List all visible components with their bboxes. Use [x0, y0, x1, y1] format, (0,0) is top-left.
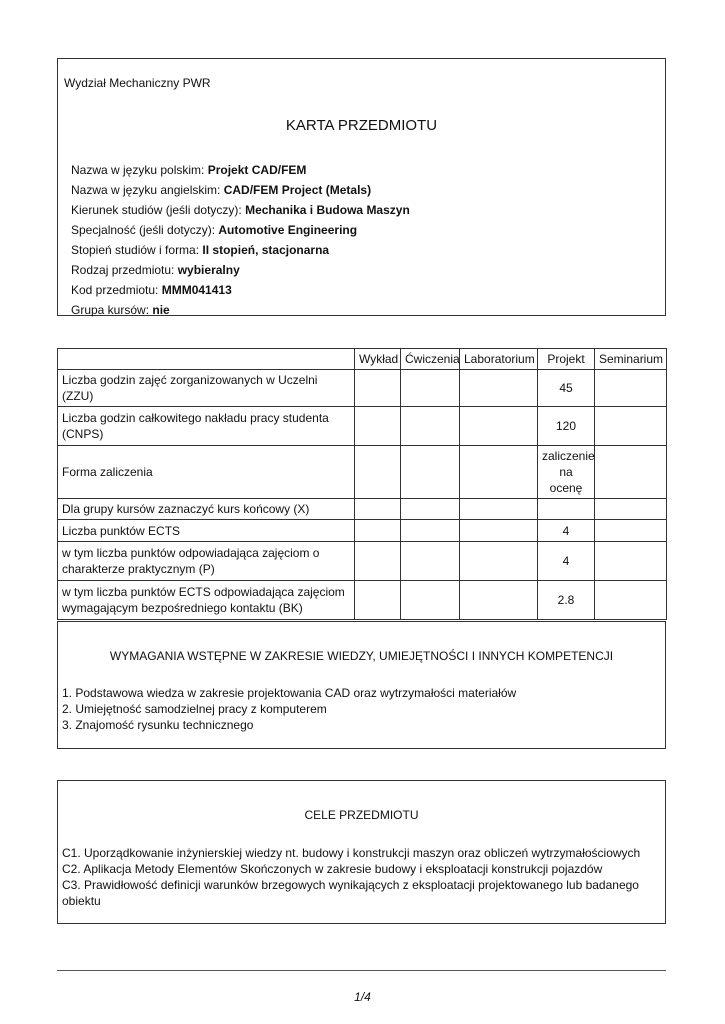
info-value: Automotive Engineering [218, 223, 358, 237]
goals-section [57, 780, 666, 924]
table-row [58, 370, 667, 407]
table-cell [355, 370, 401, 407]
table-cell: 4 [538, 520, 595, 542]
requirements-section [57, 621, 666, 749]
info-label: Kod przedmiotu: [71, 283, 162, 297]
table-cell [460, 370, 538, 407]
list-item: C2. Aplikacja Metody Elementów Skończonych w zakresie budowy i eksploatacji konstrukcji pojazdów [62, 862, 603, 876]
table-cell [595, 499, 667, 520]
table-cell [460, 407, 538, 446]
info-label: Kierunek studiów (jeśli dotyczy): [71, 203, 246, 217]
info-value: Mechanika i Budowa Maszyn [245, 203, 410, 217]
table-row [58, 446, 667, 499]
info-value: nie [152, 303, 170, 317]
table-cell: 4 [538, 542, 595, 581]
table-cell [460, 446, 538, 499]
table-cell [401, 370, 460, 407]
info-label: Nazwa w języku polskim: [71, 163, 208, 177]
info-line-course-code [71, 280, 410, 300]
table-cell [595, 520, 667, 542]
page-number: 1/4 [354, 990, 371, 1004]
info-line-degree-form [71, 240, 410, 260]
row-label: Forma zaliczenia [58, 446, 355, 499]
table-cell [595, 542, 667, 581]
table-row [58, 407, 667, 446]
column-header: Seminarium [595, 349, 667, 370]
table-cell [355, 581, 401, 620]
table-cell: 2.8 [538, 581, 595, 620]
row-label: Liczba godzin zajęć zorganizowanych w Uczelni (ZZU) [58, 370, 355, 407]
table-cell: zaliczenie na ocenę [538, 446, 595, 499]
page-title: KARTA PRZEDMIOTU [285, 117, 438, 134]
column-header: Projekt [538, 349, 595, 370]
table-cell: 120 [538, 407, 595, 446]
table-cell [355, 542, 401, 581]
table-cell [460, 499, 538, 520]
info-line-specialization [71, 220, 410, 240]
column-header: Wykład [355, 349, 401, 370]
table-cell [460, 542, 538, 581]
info-label: Stopień studiów i forma: [71, 243, 203, 257]
table-cell [595, 407, 667, 446]
info-list [71, 160, 410, 320]
row-label: w tym liczba punktów ECTS odpowiadająca zajęciom wymagającym bezpośredniego kontaktu (BK) [58, 581, 355, 620]
table-cell [595, 446, 667, 499]
goals-list [62, 845, 659, 909]
table-cell [355, 499, 401, 520]
table-row [58, 520, 667, 542]
info-value: wybieralny [177, 263, 240, 277]
table-cell [401, 581, 460, 620]
table-cell [401, 407, 460, 446]
row-label: w tym liczba punktów odpowiadająca zajęciom o charakterze praktycznym (P) [58, 542, 355, 581]
table-row [58, 581, 667, 620]
info-label: Grupa kursów: [71, 303, 153, 317]
column-header: Laboratorium [460, 349, 538, 370]
requirements-heading: WYMAGANIA WSTĘPNE W ZAKRESIE WIEDZY, UMIEJĘTNOŚCI I INNYCH KOMPETENCJI [109, 649, 614, 663]
info-line-course-group [71, 300, 410, 320]
info-line-english-name [71, 180, 410, 200]
info-line-course-type [71, 260, 410, 280]
row-label: Liczba punktów ECTS [58, 520, 355, 542]
table-cell [595, 581, 667, 620]
table-cell [401, 542, 460, 581]
table-cell [355, 446, 401, 499]
table-cell [595, 370, 667, 407]
header-empty-cell [58, 349, 355, 370]
list-item: C3. Prawidłowość definicji warunków brzegowych wynikających z eksploatacji projektowanego lub badanego obiektu [62, 878, 639, 908]
table-cell [355, 520, 401, 542]
column-header: Ćwiczenia [401, 349, 460, 370]
info-value: Projekt CAD/FEM [207, 163, 307, 177]
table-cell [401, 499, 460, 520]
row-label: Liczba godzin całkowitego nakładu pracy studenta (CNPS) [58, 407, 355, 446]
info-value: MMM041413 [161, 283, 232, 297]
info-line-field-of-study [71, 200, 410, 220]
table-row [58, 542, 667, 581]
info-label: Specjalność (jeśli dotyczy): [71, 223, 219, 237]
requirements-list [62, 685, 659, 733]
list-item: 2. Umiejętność samodzielnej pracy z komputerem [62, 702, 327, 716]
info-label: Rodzaj przedmiotu: [71, 263, 178, 277]
table-cell [401, 520, 460, 542]
table-header-row [58, 349, 667, 370]
info-value: II stopień, stacjonarna [202, 243, 330, 257]
list-item: 3. Znajomość rysunku technicznego [62, 718, 254, 732]
footer-divider [57, 970, 666, 971]
table-cell [460, 581, 538, 620]
table-cell [355, 407, 401, 446]
row-label: Dla grupy kursów zaznaczyć kurs końcowy (X) [58, 499, 355, 520]
info-label: Nazwa w języku angielskim: [71, 183, 224, 197]
table-cell [538, 499, 595, 520]
goals-heading: CELE PRZEDMIOTU [304, 808, 419, 822]
table-cell [460, 520, 538, 542]
table-row [58, 499, 667, 520]
table-cell [401, 446, 460, 499]
info-line-polish-name [71, 160, 410, 180]
faculty-name: Wydział Mechaniczny PWR [64, 76, 211, 90]
course-info-box [57, 58, 666, 316]
list-item: 1. Podstawowa wiedza w zakresie projektowania CAD oraz wytrzymałości materiałów [62, 686, 517, 700]
list-item: C1. Uporządkowanie inżynierskiej wiedzy nt. budowy i konstrukcji maszyn oraz obliczeń wytrzymałościowych [62, 846, 641, 860]
hours-table [57, 348, 667, 620]
info-value: CAD/FEM Project (Metals) [223, 183, 372, 197]
table-cell: 45 [538, 370, 595, 407]
